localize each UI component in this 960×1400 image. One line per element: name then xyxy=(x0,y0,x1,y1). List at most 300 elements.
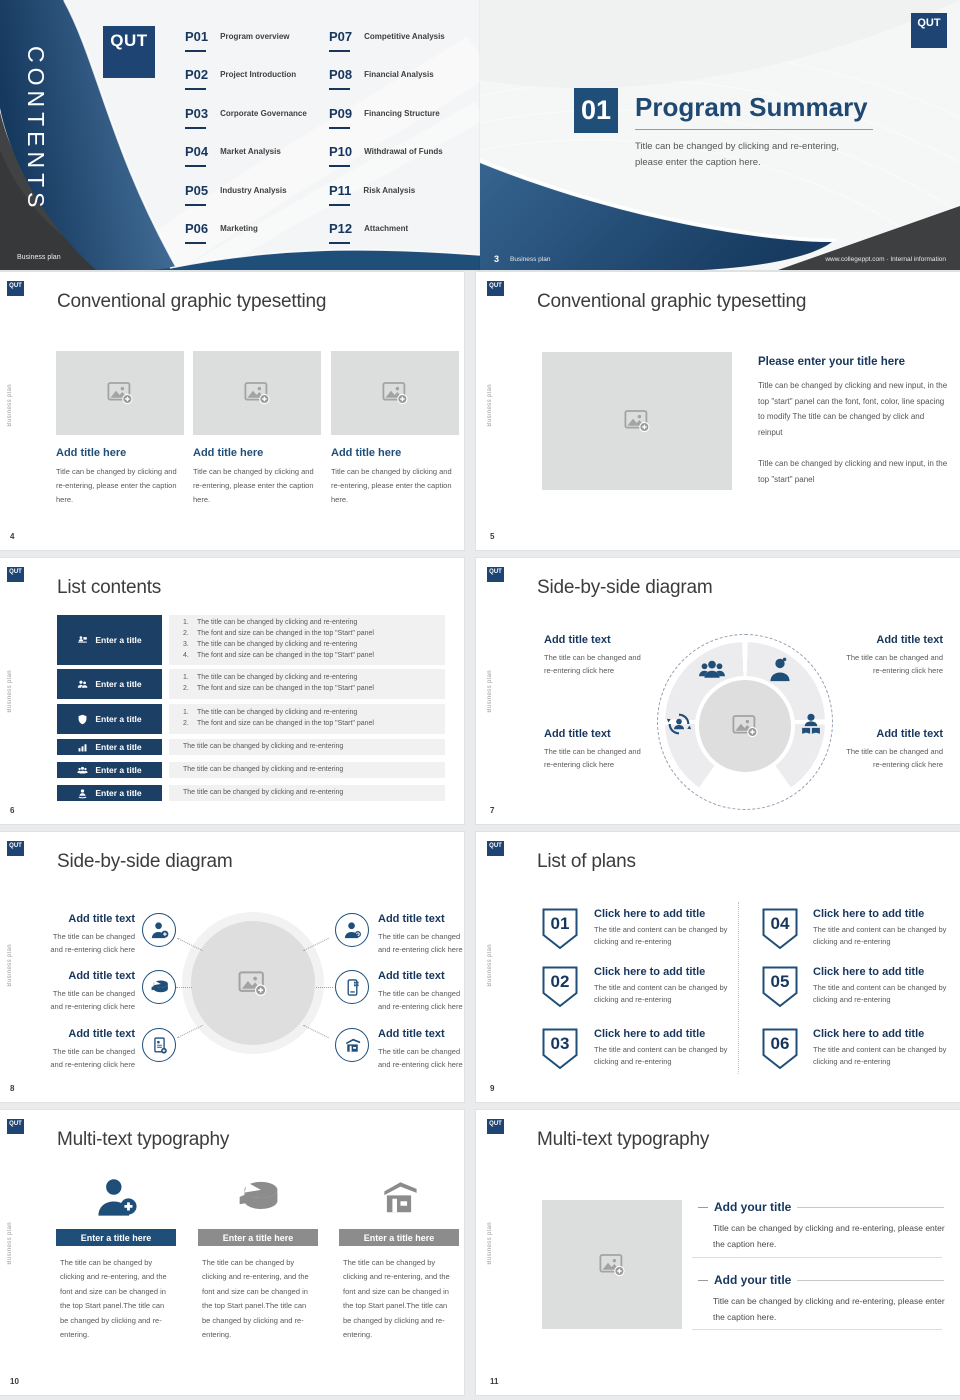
line-number: 1. xyxy=(183,674,189,682)
line-text: The title can be changed by clicking and re-entering xyxy=(197,674,358,682)
section-number: 01 xyxy=(574,88,618,133)
slide-three-images[interactable] xyxy=(0,272,464,550)
qut-logo xyxy=(487,841,504,856)
woman-icon xyxy=(766,656,794,684)
list-line xyxy=(183,629,445,640)
plan-caption xyxy=(594,924,784,948)
caption-line: clicking and re-entering xyxy=(813,995,891,1004)
qut-logo-text: QUT xyxy=(489,569,502,575)
caption-line: The title and content can be changed by xyxy=(594,925,728,934)
diagram-block xyxy=(22,913,135,956)
block-title: Add title text xyxy=(876,728,943,740)
number-badge xyxy=(762,1028,798,1070)
toc-label: Competitive Analysis xyxy=(364,32,445,41)
block-caption xyxy=(544,651,656,677)
plan-caption xyxy=(594,982,784,1006)
add-image-icon xyxy=(382,381,409,405)
slide-title: List of plans xyxy=(537,851,636,872)
caption-line: The title can be changed xyxy=(52,1047,135,1056)
toc-label: Withdrawal of Funds xyxy=(364,147,443,156)
enter-title-bar[interactable] xyxy=(339,1229,459,1246)
section-caption xyxy=(635,139,839,171)
caption-line: The title and content can be changed by xyxy=(594,983,728,992)
list-panel xyxy=(169,669,445,699)
caption-line: and re-entering click here xyxy=(378,945,463,954)
toc-item[interactable] xyxy=(329,145,443,167)
card-caption: Title can be changed by clicking and re-entering, please enter the caption here. xyxy=(331,467,452,504)
caption-line: The title can be changed xyxy=(378,932,461,941)
connector-line xyxy=(303,1025,329,1038)
list-row xyxy=(57,739,445,755)
enter-title-bar[interactable] xyxy=(198,1229,318,1246)
caption-line: The title can be changed and xyxy=(846,747,943,756)
caption-line: and re-entering click here xyxy=(50,1060,135,1069)
toc-number: P10 xyxy=(329,145,352,167)
slide-title: Conventional graphic typesetting xyxy=(537,291,807,312)
sidebar-label: Business plan xyxy=(7,384,13,427)
qut-logo-text: QUT xyxy=(9,1121,22,1127)
number-badge xyxy=(762,908,798,950)
card-title: Add title here xyxy=(56,447,127,459)
toc-item[interactable] xyxy=(185,222,258,244)
page-number: 9 xyxy=(490,1084,495,1093)
add-image-icon xyxy=(238,970,268,997)
block-caption: Title can be changed by clicking and re-entering, please enter the caption here. xyxy=(713,1223,945,1249)
id-card-icon xyxy=(142,1028,176,1062)
slide-ring-diagram[interactable] xyxy=(476,558,960,824)
diagram-block xyxy=(378,913,464,956)
toc-number: P02 xyxy=(185,68,208,90)
plan-caption xyxy=(813,1044,958,1068)
slide-title: List contents xyxy=(57,577,162,598)
block-caption xyxy=(831,651,943,677)
list-line xyxy=(183,788,445,799)
button-label: Enter a title xyxy=(95,742,142,752)
caption-line: The title can be changed xyxy=(52,932,135,941)
line-text: The font and size can be changed in the top "Start" panel xyxy=(197,630,374,638)
number-badge xyxy=(542,908,578,950)
slide-title: Multi-text typography xyxy=(537,1129,710,1150)
footer-label: Business plan xyxy=(17,254,61,261)
toc-number: P07 xyxy=(329,30,352,52)
block-caption xyxy=(544,745,656,771)
list-line xyxy=(183,640,445,651)
qut-logo xyxy=(103,26,155,78)
image-card[interactable] xyxy=(193,351,321,507)
button-label: Enter a title xyxy=(95,635,142,645)
title-rule xyxy=(797,1280,944,1281)
presentation-icon xyxy=(77,635,88,646)
image-placeholder[interactable] xyxy=(193,351,321,435)
list-panel xyxy=(169,704,445,734)
toc-number: P06 xyxy=(185,222,208,244)
diagram-block xyxy=(22,970,135,1013)
qut-logo xyxy=(7,281,24,296)
slide-section-cover[interactable] xyxy=(480,0,960,270)
page-number: 7 xyxy=(490,806,495,815)
diagram-block xyxy=(22,1028,135,1071)
list-line xyxy=(183,742,445,753)
slide-title: Side-by-side diagram xyxy=(57,851,233,872)
qut-logo-text: QUT xyxy=(9,569,22,575)
plan-title: Click here to add title xyxy=(813,908,925,920)
sidebar-label: Business plan xyxy=(7,944,13,987)
bar-label: Enter a title here xyxy=(80,1232,152,1243)
slide-image-text[interactable] xyxy=(476,272,960,550)
caption-line: The title can be changed and xyxy=(544,653,641,662)
page-number: 3 xyxy=(494,254,500,264)
block-title: Add title text xyxy=(544,634,611,646)
toc-number: P12 xyxy=(329,222,352,244)
person-plus-icon xyxy=(56,1170,176,1220)
diagram-block xyxy=(831,634,943,677)
block-title: Add title text xyxy=(68,913,135,925)
button-label: Enter a title xyxy=(95,788,142,798)
slide-title: Multi-text typography xyxy=(57,1129,230,1150)
toc-item[interactable] xyxy=(185,145,281,167)
sidebar-label: Business plan xyxy=(487,944,493,987)
pie-chart-icon xyxy=(142,970,176,1004)
line-number: 2. xyxy=(183,720,189,727)
number-badge xyxy=(542,966,578,1008)
team-icon xyxy=(698,656,726,684)
list-panel xyxy=(169,739,445,755)
qut-logo-text: QUT xyxy=(110,31,148,50)
add-image-icon xyxy=(732,714,759,738)
number-badge xyxy=(762,966,798,1008)
enter-title-button[interactable] xyxy=(57,669,162,699)
enter-title-button[interactable] xyxy=(57,762,162,778)
plan-item xyxy=(813,1028,958,1068)
store-icon xyxy=(339,1170,459,1220)
caption-line: The title and content can be changed by xyxy=(813,983,947,992)
pie-chart-icon xyxy=(198,1170,318,1220)
sidebar-label: Business plan xyxy=(7,1222,13,1265)
qut-logo xyxy=(487,567,504,582)
block-caption xyxy=(22,1045,135,1071)
title-dash xyxy=(698,1280,708,1281)
caption-line: The title can be changed and xyxy=(846,653,943,662)
toc-item[interactable] xyxy=(185,107,307,129)
slide-title: Side-by-side diagram xyxy=(537,577,713,598)
qut-logo xyxy=(911,13,947,48)
badge-number: 06 xyxy=(770,1034,790,1053)
slide-multitext-columns[interactable] xyxy=(0,1110,464,1395)
toc-item[interactable] xyxy=(185,30,290,52)
list-line xyxy=(183,765,445,776)
add-image-icon xyxy=(107,381,134,405)
speaker-icon xyxy=(77,788,88,799)
footer-label: Business plan xyxy=(510,256,551,263)
body-paragraph: Title can be changed by clicking and new input, in the top "start" panel can the font, font, color, line spacing to modify The title can be changed by click and reinput xyxy=(758,381,948,437)
toc-label: Financing Structure xyxy=(364,109,440,118)
building-icon xyxy=(335,1028,369,1062)
page-number: 6 xyxy=(10,806,15,815)
plan-item xyxy=(594,966,784,1006)
body-paragraph: Title can be changed by clicking and new input, in the top "start" panel xyxy=(758,459,948,484)
block-caption xyxy=(378,1045,464,1071)
list-line xyxy=(183,651,445,662)
toc-label: Program overview xyxy=(220,32,290,41)
qut-logo-text: QUT xyxy=(489,1121,502,1127)
slide-list-of-plans[interactable] xyxy=(476,832,960,1102)
column-body: The title can be changed by clicking and re-entering, and the font and size can be changed in the top Start panel.The title can be changed by clicking and re-entering. xyxy=(60,1258,167,1340)
enter-title-bar[interactable] xyxy=(56,1229,176,1246)
line-text: The font and size can be changed in the top "Start" panel xyxy=(197,651,374,659)
block-title: Add your title xyxy=(714,1273,792,1287)
bar-label: Enter a title here xyxy=(363,1232,435,1243)
button-label: Enter a title xyxy=(95,679,142,689)
line-text: The title can be changed by clicking and re-entering xyxy=(197,619,358,627)
list-row xyxy=(57,615,445,665)
bar-chart-icon xyxy=(77,742,88,753)
toc-number: P04 xyxy=(185,145,208,167)
block-title: Add title text xyxy=(68,1028,135,1040)
caption-line: The title and content can be changed by xyxy=(813,925,947,934)
plan-caption xyxy=(813,924,958,948)
qut-logo-text: QUT xyxy=(917,17,941,29)
image-placeholder[interactable] xyxy=(542,352,732,490)
sidebar-label: Business plan xyxy=(487,384,493,427)
card-title: Add title here xyxy=(331,447,402,459)
line-number: 2. xyxy=(183,685,189,692)
caption-line: clicking and re-entering xyxy=(594,995,672,1004)
caption-line: re-entering click here xyxy=(872,760,943,769)
qut-logo xyxy=(487,1119,504,1134)
team-icon xyxy=(77,765,88,776)
connector-line xyxy=(176,987,192,988)
badge-number: 01 xyxy=(550,914,570,933)
plan-item xyxy=(813,908,958,948)
title-rule xyxy=(797,1207,944,1208)
image-card[interactable] xyxy=(331,351,459,507)
image-placeholder[interactable] xyxy=(191,921,315,1045)
sidebar-label: Business plan xyxy=(487,1222,493,1265)
line-text: The font and size can be changed in the top "Start" panel xyxy=(197,685,374,692)
qut-logo xyxy=(487,281,504,296)
toc-number: P08 xyxy=(329,68,352,90)
person-gear-icon xyxy=(335,913,369,947)
block-title: Add title text xyxy=(876,634,943,646)
title-row xyxy=(698,1200,944,1214)
line-number: 4. xyxy=(183,651,189,659)
diagram-block xyxy=(831,728,943,771)
line-text: The title can be changed by clicking and re-entering xyxy=(183,765,344,773)
slide-title: Conventional graphic typesetting xyxy=(57,291,327,312)
number-badge xyxy=(542,1028,578,1070)
block-title: Add title text xyxy=(378,970,445,982)
section-title: Program Summary xyxy=(635,92,868,122)
button-label: Enter a title xyxy=(95,714,142,724)
qut-logo-text: QUT xyxy=(489,283,502,289)
block-caption xyxy=(378,930,464,956)
toc-number: P09 xyxy=(329,107,352,129)
image-placeholder[interactable] xyxy=(542,1200,682,1329)
block-title: Add title text xyxy=(378,913,445,925)
toc-item[interactable] xyxy=(329,68,434,90)
qut-logo-text: QUT xyxy=(489,843,502,849)
line-text: The title can be changed by clicking and re-entering xyxy=(197,709,358,717)
slide-list-contents[interactable] xyxy=(0,558,464,824)
badge-number: 05 xyxy=(770,972,790,991)
add-image-icon xyxy=(244,381,271,405)
caption-line: The title and content can be changed by xyxy=(594,1045,728,1054)
caption-line: re-entering click here xyxy=(544,760,615,769)
toc-number: P05 xyxy=(185,184,208,206)
diagram-block xyxy=(544,728,656,771)
list-row xyxy=(57,704,445,734)
list-row xyxy=(57,762,445,778)
plan-title: Click here to add title xyxy=(594,966,706,978)
plan-title: Click here to add title xyxy=(813,1028,925,1040)
caption-line: please enter the caption here. xyxy=(635,157,761,168)
card-caption: Title can be changed by clicking and re-entering, please enter the caption here. xyxy=(193,467,314,504)
diagram-block xyxy=(378,1028,464,1071)
slide-contents[interactable] xyxy=(0,0,480,270)
add-image-icon xyxy=(599,1253,626,1277)
badge-number: 04 xyxy=(770,914,790,933)
person-book-icon xyxy=(798,711,824,737)
enter-title-button[interactable] xyxy=(57,785,162,801)
list-panel xyxy=(169,785,445,801)
title-underline xyxy=(635,129,873,130)
image-placeholder[interactable] xyxy=(331,351,459,435)
plan-title: Click here to add title xyxy=(813,966,925,978)
connector-line xyxy=(177,938,203,951)
list-line xyxy=(183,719,445,730)
block-title: Add title text xyxy=(544,728,611,740)
line-number: 3. xyxy=(183,641,189,648)
block-caption xyxy=(378,987,464,1013)
caption-line: clicking and re-entering xyxy=(594,937,672,946)
line-number: 1. xyxy=(183,619,189,627)
block-title: Add your title xyxy=(714,1200,792,1214)
qut-logo-text: QUT xyxy=(9,283,22,289)
page-number: 4 xyxy=(10,532,15,541)
plan-title: Click here to add title xyxy=(594,908,706,920)
caption-line: clicking and re-entering xyxy=(594,1057,672,1066)
divider xyxy=(692,1257,942,1258)
connector-line xyxy=(177,1025,203,1038)
diagram-block xyxy=(544,634,656,677)
line-number: 1. xyxy=(183,709,189,717)
bar-label: Enter a title here xyxy=(222,1232,294,1243)
caption-line: re-entering click here xyxy=(872,666,943,675)
list-row xyxy=(57,785,445,801)
list-line xyxy=(183,618,445,629)
plan-title: Click here to add title xyxy=(594,1028,706,1040)
list-row xyxy=(57,669,445,699)
connector-line xyxy=(303,938,329,951)
line-text: The font and size can be changed in the top "Start" panel xyxy=(197,720,374,727)
list-panel xyxy=(169,762,445,778)
caption-line: and re-entering click here xyxy=(378,1002,463,1011)
page-number: 5 xyxy=(490,532,495,541)
enter-title-button[interactable] xyxy=(57,704,162,734)
caption-line: The title can be changed and xyxy=(544,747,641,756)
title-dash xyxy=(698,1207,708,1208)
section-background-art xyxy=(480,0,960,270)
plan-item xyxy=(594,908,784,948)
shield-icon xyxy=(77,714,88,725)
phone-qr-icon xyxy=(335,970,369,1004)
block-caption xyxy=(22,987,135,1013)
diagram-block xyxy=(378,970,464,1013)
toc-label: Marketing xyxy=(220,224,258,233)
badge-number: 02 xyxy=(550,972,570,991)
block-caption xyxy=(831,745,943,771)
caption-line: clicking and re-entering xyxy=(813,1057,891,1066)
block-title: Add title text xyxy=(68,970,135,982)
block-caption: Title can be changed by clicking and re-entering, please enter the caption here. xyxy=(713,1296,945,1322)
button-label: Enter a title xyxy=(95,765,142,775)
toc-label: Attachment xyxy=(364,224,409,233)
toc-item[interactable] xyxy=(185,184,287,206)
line-number: 2. xyxy=(183,630,189,638)
plan-item xyxy=(594,1028,784,1068)
column-body: The title can be changed by clicking and re-entering, and the font and size can be changed in the top Start panel.The title can be changed by clicking and re-entering. xyxy=(202,1258,309,1340)
list-panel xyxy=(169,615,445,665)
block-caption xyxy=(22,930,135,956)
slide-hub-diagram[interactable] xyxy=(0,832,464,1102)
toc-item[interactable] xyxy=(329,30,445,52)
caption-line: and re-entering click here xyxy=(50,1002,135,1011)
toc-item[interactable] xyxy=(329,184,415,206)
toc-item[interactable] xyxy=(185,68,296,90)
caption-line: The title and content can be changed by xyxy=(813,1045,947,1054)
caption-line: The title can be changed xyxy=(378,989,461,998)
contents-vertical-title: CONTENTS xyxy=(23,46,49,213)
sidebar-label: Business plan xyxy=(7,670,13,713)
caption-line: and re-entering click here xyxy=(50,945,135,954)
toc-number: P01 xyxy=(185,30,208,52)
page-number: 10 xyxy=(10,1377,19,1386)
slide-multitext-image[interactable] xyxy=(476,1110,960,1395)
caption-line: The title can be changed xyxy=(378,1047,461,1056)
section-heading: Please enter your title here xyxy=(758,356,906,368)
block-title: Add title text xyxy=(378,1028,445,1040)
column-body: The title can be changed by clicking and re-entering, and the font and size can be changed in the top Start panel.The title can be changed by clicking and re-entering. xyxy=(343,1258,450,1340)
toc-number: P11 xyxy=(329,184,351,206)
sidebar-label: Business plan xyxy=(487,670,493,713)
line-text: The title can be changed by clicking and re-entering xyxy=(183,788,344,796)
toc-number: P03 xyxy=(185,107,208,129)
list-line xyxy=(183,684,445,695)
caption-line: The title can be changed xyxy=(52,989,135,998)
title-row xyxy=(698,1273,944,1287)
toc-item[interactable] xyxy=(329,107,440,129)
divider xyxy=(692,1329,942,1330)
toc-label: Market Analysis xyxy=(220,147,281,156)
caption-line: clicking and re-entering xyxy=(813,937,891,946)
image-card[interactable] xyxy=(56,351,184,507)
people-icon xyxy=(77,679,88,690)
plan-caption xyxy=(813,982,958,1006)
toc-item[interactable] xyxy=(329,222,408,244)
connector-line xyxy=(316,987,333,988)
enter-title-button[interactable] xyxy=(57,739,162,755)
plan-caption xyxy=(594,1044,784,1068)
card-title: Add title here xyxy=(193,447,264,459)
qut-logo xyxy=(7,567,24,582)
toc-label: Financial Analysis xyxy=(364,70,434,79)
image-placeholder[interactable] xyxy=(699,680,791,772)
caption-line: Title can be changed by clicking and re-entering, xyxy=(635,141,840,152)
image-placeholder[interactable] xyxy=(56,351,184,435)
card-caption: Title can be changed by clicking and re-entering, please enter the caption here. xyxy=(56,467,177,504)
qut-logo xyxy=(7,841,24,856)
enter-title-button[interactable] xyxy=(57,615,162,665)
